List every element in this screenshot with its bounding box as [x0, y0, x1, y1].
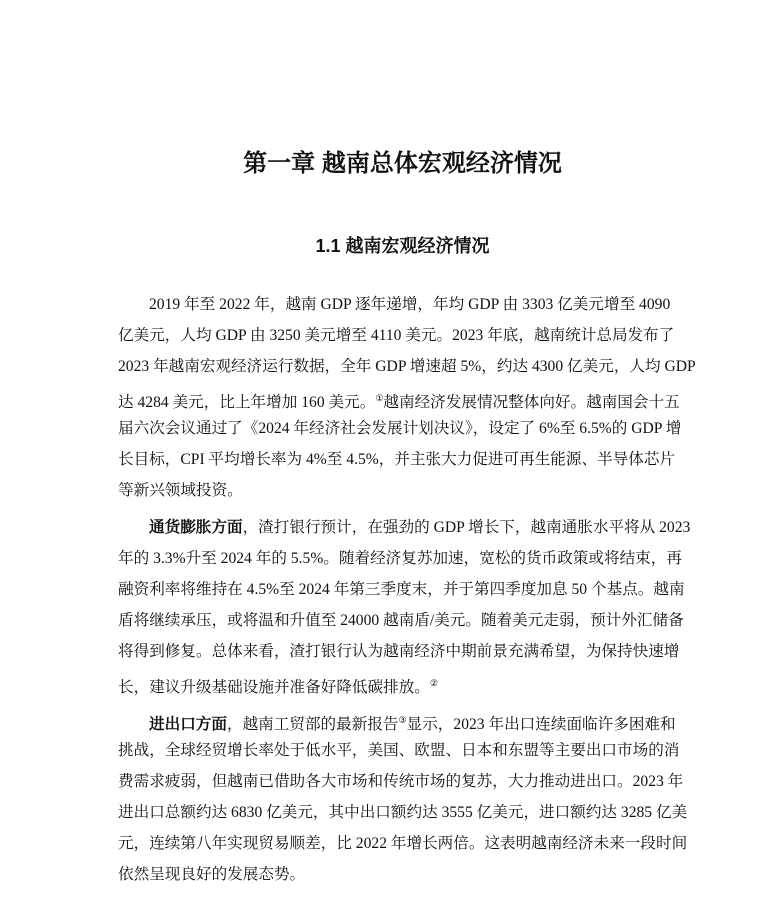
text-line [118, 322, 675, 353]
text-segment: 2023 年越南宏观经济运行数据，全年 GDP 增速超 5%，约达 4300 亿美元，人均 GDP [118, 358, 696, 375]
text-line [118, 353, 696, 384]
text-segment: 届六次会议通过了《2024 年经济社会发展计划决议》，设定了 6%至 6.5%的 GDP 增 [118, 420, 682, 437]
text-segment: 盾将继续承压，或将温和升值至 24000 越南盾/美元。随着美元走弱，预计外汇储备 [118, 612, 684, 629]
paragraph [118, 291, 696, 508]
text-segment: 元，连续第八年实现贸易顺差，比 2022 年增长两倍。这表明越南经济未来一段时间 [118, 835, 688, 852]
text-segment: 达 4284 美元，比上年增加 160 美元。 [118, 394, 376, 411]
text-segment: 长，建议升级基础设施并准备好降低碳排放。 [118, 679, 430, 696]
text-segment: 费需求疲弱，但越南已借助各大市场和传统市场的复苏，大力推动进出口。2023 年 [118, 773, 684, 790]
text-line [118, 830, 688, 861]
text-line [118, 477, 660, 508]
text-segment: 挑战，全球经贸增长率处于低水平，美国、欧盟、日本和东盟等主要出口市场的消 [118, 742, 680, 759]
text-line [118, 291, 671, 322]
text-segment: 显示，2023 年出口连续面临许多困难和 [406, 716, 676, 733]
bold-lead-in: 进出口方面 [149, 716, 227, 733]
text-segment: 融资利率将维持在 4.5%至 2024 年第三季度末，并于第四季度加息 50 个基点。越南 [118, 581, 685, 598]
text-line [118, 446, 676, 477]
text-line [118, 861, 660, 892]
text-segment: 依然呈现良好的发展态势。 [118, 866, 306, 883]
text-line [118, 415, 682, 446]
text-line [118, 737, 680, 768]
chapter-title: 第一章 越南总体宏观经济情况 [243, 150, 562, 177]
text-line [118, 799, 688, 830]
bold-lead-in: 通货膨胀方面 [149, 519, 243, 536]
text-segment: 年的 3.3%升至 2024 年的 5.5%。随着经济复苏加速，宽松的货币政策或将结束，再 [118, 550, 682, 567]
text-segment: 等新兴领域投资。 [118, 482, 243, 499]
section-title: 1.1 越南宏观经济情况 [315, 236, 490, 256]
document-body [118, 291, 696, 898]
paragraph [118, 514, 691, 700]
text-line [118, 576, 685, 607]
text-line [118, 545, 682, 576]
text-segment: ，越南工贸部的最新报告 [226, 716, 399, 733]
footnote-marker: ① [375, 393, 384, 403]
footnote-marker: ③ [398, 715, 407, 725]
paragraph [118, 706, 688, 892]
text-segment: 长目标，CPI 平均增长率为 4%至 4.5%，并主张大力促进可再生能源、半导体芯片 [118, 451, 676, 468]
text-line [118, 706, 676, 737]
text-segment: 亿美元，人均 GDP 由 3250 美元增至 4110 美元。2023 年底，越南统计总局发布了 [118, 327, 675, 344]
text-line [118, 607, 684, 638]
text-segment: 将得到修复。总体来看，渣打银行认为越南经济中期前景充满希望，为保持快速增 [118, 643, 680, 660]
text-line [118, 384, 680, 415]
footnote-marker: ② [429, 678, 438, 688]
text-segment: 越南经济发展情况整体向好。越南国会十五 [383, 394, 680, 411]
text-segment: 2019 年至 2022 年，越南 GDP 逐年递增，年均 GDP 由 3303 亿美元增至 4090 [149, 296, 671, 313]
text-line [118, 768, 684, 799]
text-segment: 进出口总额约达 6830 亿美元，其中出口额约达 3555 亿美元，进口额约达 3285 亿美 [118, 804, 688, 821]
text-line [118, 514, 691, 545]
text-line [118, 669, 660, 700]
text-line [118, 638, 680, 669]
text-segment: ，渣打银行预计，在强劲的 GDP 增长下，越南通胀水平将从 2023 [242, 519, 691, 536]
